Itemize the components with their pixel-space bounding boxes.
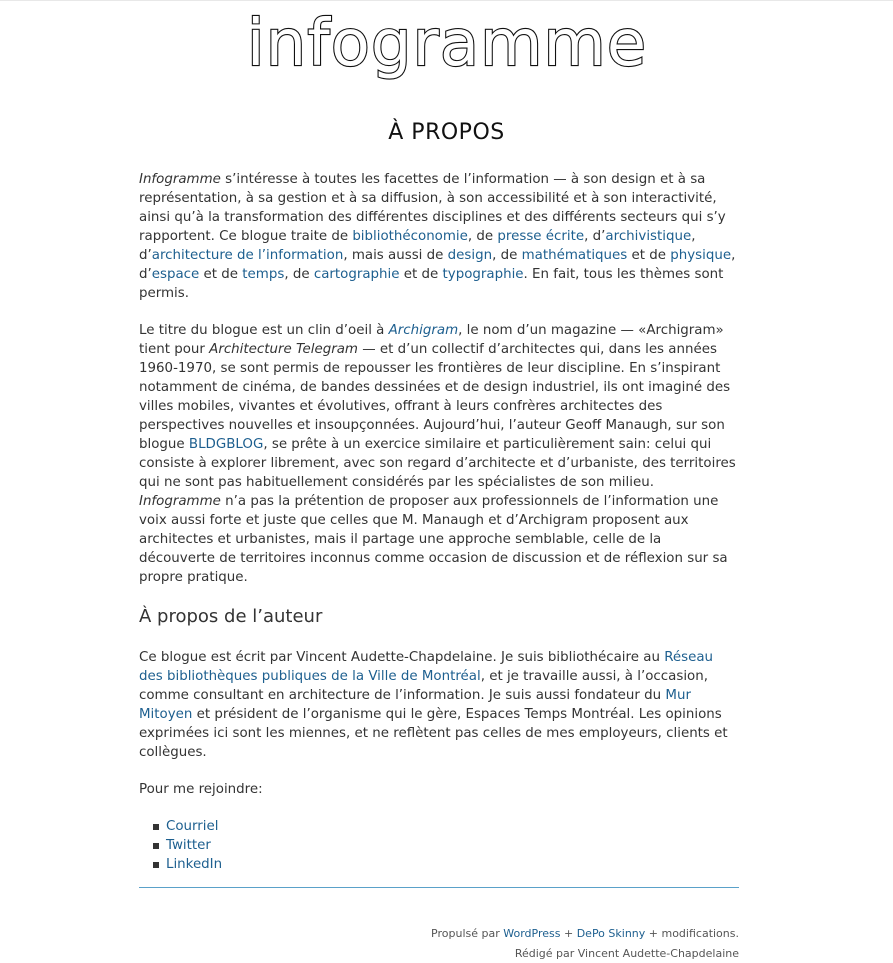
intro-text: , de bbox=[467, 229, 498, 244]
intro-paragraph bbox=[139, 170, 739, 303]
link-mathematiques[interactable]: mathématiques bbox=[521, 248, 628, 263]
origin-blog-name: Infogramme bbox=[139, 494, 221, 509]
link-typographie[interactable]: typographie bbox=[442, 267, 524, 282]
contact-intro: Pour me rejoindre: bbox=[139, 782, 263, 797]
intro-text: , mais aussi de bbox=[343, 248, 448, 263]
link-twitter[interactable]: Twitter bbox=[166, 838, 211, 853]
link-depo-skinny[interactable]: DePo Skinny bbox=[576, 927, 646, 940]
site-logo[interactable] bbox=[0, 5, 893, 100]
origin-emphasis: Architecture Telegram bbox=[209, 342, 358, 357]
footer-text: + modifications. bbox=[645, 927, 739, 940]
intro-text: , d’ bbox=[139, 248, 736, 282]
link-archigram[interactable]: Archigram bbox=[388, 323, 459, 338]
author-text: et président de l’organisme qui le gère, Espaces Temps Montréal. Les opinions exprimées ici sont les miennes, et ne reflètent pas celles de mes employeurs, clients et collègues. bbox=[139, 707, 728, 760]
footer bbox=[139, 924, 739, 963]
intro-text: et de bbox=[199, 267, 243, 282]
author-text: Ce blogue est écrit par Vincent Audette-Chapdelaine. Je suis bibliothécaire au bbox=[139, 650, 665, 665]
author-heading: À propos de l’auteur bbox=[139, 606, 323, 627]
intro-text: s’intéresse à toutes les facettes de l’information — à son design et à sa représentation, à sa gestion et à sa diffusion, à son accessibilité et à son interactivité, ainsi qu’à la transformation des différentes disciplines et des différents secteurs qui s’y rapportent. Ce blogue traite de bbox=[139, 172, 726, 244]
author-text: , et je travaille aussi, à l’occasion, comme consultant en architecture de l’information. Je suis aussi fondateur du bbox=[139, 669, 708, 703]
list-item bbox=[166, 855, 739, 874]
link-courriel[interactable]: Courriel bbox=[166, 819, 219, 834]
footer-text: + bbox=[560, 927, 577, 940]
footer-author: Rédigé par Vincent Audette-Chapdelaine bbox=[514, 946, 739, 960]
footer-text: Propulsé par bbox=[431, 927, 504, 940]
origin-text: Le titre du blogue est un clin d’oeil à bbox=[139, 323, 389, 338]
logo-wordmark bbox=[237, 5, 657, 100]
link-design[interactable]: design bbox=[447, 248, 493, 263]
intro-text: et de bbox=[399, 267, 443, 282]
intro-text: , d’ bbox=[139, 229, 696, 263]
link-presse-ecrite[interactable]: presse écrite bbox=[497, 229, 585, 244]
intro-text: , de bbox=[284, 267, 314, 282]
link-archivistique[interactable]: archivistique bbox=[605, 229, 692, 244]
link-cartographie[interactable]: cartographie bbox=[313, 267, 400, 282]
link-linkedin[interactable]: LinkedIn bbox=[166, 857, 223, 872]
footer-credits bbox=[139, 924, 739, 944]
origin-text: , se prête à un exercice similaire et particulièrement sain: celui qui consiste à explorer librement, avec son regard d’architecte et d’urbaniste, des territoires qui ne sont pas habituellement considérés par les spécialistes de son milieu. bbox=[139, 437, 736, 490]
origin-text: — et d’un collectif d’architectes qui, dans les années 1960-1970, se sont permis de repousser les frontières de leur discipline. En s’inspirant notamment de cinéma, de bandes dessinées et de design industriel, ils ont imaginé des villes mobiles, vivantes et évolutives, offrant à leurs confrères architectes des perspectives nouvelles et insoupçonnées. Aujourd’hui, l’auteur Geoff Manaugh, sur son blogue bbox=[139, 342, 731, 452]
origin-text: n’a pas la prétention de proposer aux professionnels de l’information une voix aussi forte et juste que celles que M. Manaugh et d’Archigram proposent aux architectes et urbanistes, mais il partage une approche semblable, celle de la découverte de territoires inconnus comme occasion de discussion et de réflexion sur sa propre pratique. bbox=[139, 494, 728, 585]
list-item bbox=[166, 836, 739, 855]
origin-paragraph bbox=[139, 321, 739, 587]
origin-text: , le nom d’un magazine — «Archigram» tient pour bbox=[139, 323, 724, 357]
footer-divider bbox=[139, 887, 739, 888]
link-mur-mitoyen[interactable]: Mur Mitoyen bbox=[139, 688, 691, 722]
intro-text: et de bbox=[627, 248, 671, 263]
author-paragraph bbox=[139, 648, 739, 762]
link-temps[interactable]: temps bbox=[242, 267, 285, 282]
contact-list bbox=[139, 817, 739, 874]
page-content bbox=[139, 170, 739, 888]
intro-text: , d’ bbox=[584, 229, 606, 244]
link-wordpress[interactable]: WordPress bbox=[503, 927, 561, 940]
logo-text: infogramme bbox=[246, 7, 647, 81]
link-reseau-bibliotheques[interactable]: Réseau des bibliothèques publiques de la Ville de Montréal bbox=[139, 650, 714, 684]
link-bibliotheconomie[interactable]: bibliothéconomie bbox=[352, 229, 468, 244]
link-bldgblog[interactable]: BLDGBLOG bbox=[188, 437, 264, 452]
page-title: À PROPOS bbox=[388, 120, 505, 145]
link-espace[interactable]: espace bbox=[151, 267, 200, 282]
link-architecture-information[interactable]: architecture de l’information bbox=[151, 248, 344, 263]
intro-text: , de bbox=[492, 248, 522, 263]
intro-blog-name: Infogramme bbox=[139, 172, 221, 187]
intro-text: . En fait, tous les thèmes sont permis. bbox=[139, 267, 724, 301]
link-physique[interactable]: physique bbox=[670, 248, 732, 263]
list-item bbox=[166, 817, 739, 836]
